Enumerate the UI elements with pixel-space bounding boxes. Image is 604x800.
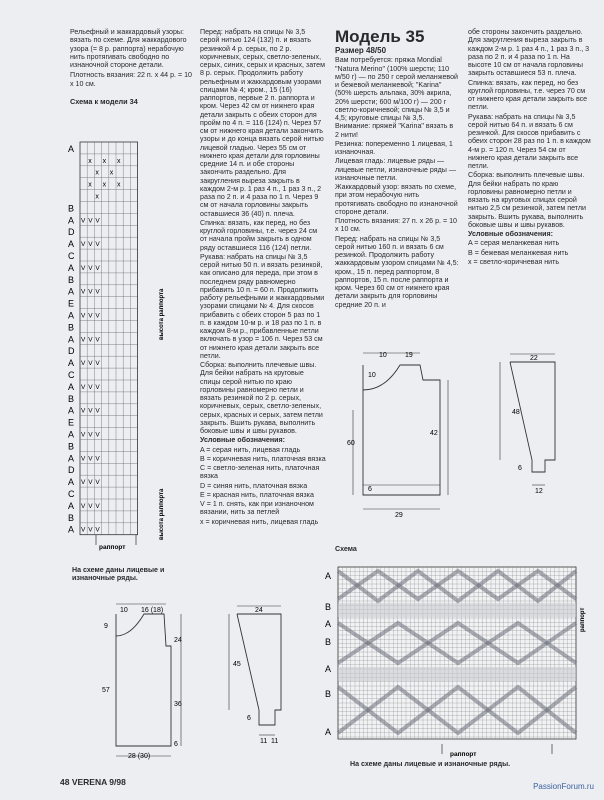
scheme-34-caption-block [72,566,182,584]
scheme-34-rapport-label: раппорт [99,544,126,551]
scheme-35-row-letter: B [325,689,332,699]
scheme-34-slip-mark: V [88,217,93,225]
rib-35-text: Резинка: попеременно 1 лицевая, 1 изнаночная. [335,139,453,156]
scheme-35-row-letter: A [325,727,332,737]
scheme-34-slip-mark: V [95,455,100,463]
pattern-intro: Рельефный и жаккардовый узоры: вязать по схеме. Для жаккардового узора (= 8 р. раппорта) нерабочую нить протягивать свободно по изнаночной стороне детали. [70,28,187,69]
scheme-34-row-letter: A [68,239,75,250]
scheme-34-marks [81,158,121,534]
legend-34-item: C = светло-зеленая нить, платочная вязка [200,464,320,481]
dim-35-sleeve-cuff: 12 [535,488,543,495]
scheme-34-row-letter: E [68,298,75,309]
front-35-text: Перед: набрать на спицы № 3,5 серой нитью 160 п. и вязать 6 см резинкой. Продолжить работу жаккардовым узором спицами № 4,5: кром., 15 п. перед раппортом, 8 раппортов, 15 п. после раппорта и кром. Через 60 см от нижнего края детали закрыть для горловины средние 20 п. и [335,234,459,309]
scheme-34-row-letter: D [68,227,75,238]
legend-34-item: A = серая нить, лицевая гладь [200,445,301,454]
dim-35-sleeve-length: 48 [512,409,520,416]
scheme-34-row-letter: E [68,417,75,428]
scheme-34-row-letter: A [68,215,75,226]
scheme-35-row-letter: B [325,637,332,647]
scheme-34-row-letter: A [68,429,75,440]
scheme-34-slip-mark: V [95,407,100,415]
scheme-34-slip-mark: V [88,264,93,272]
scheme-34-row-letter: C [68,251,75,261]
model-35-sleeve-schematic [490,350,570,495]
dim-35-sleeve-top: 22 [530,355,538,362]
scheme-34-slip-mark: V [88,455,93,463]
scheme-34-slip-mark: V [81,217,86,225]
dim-35-armhole: 42 [430,430,438,437]
scheme-34-row-letter: A [68,334,75,345]
scheme-34-slip-mark: V [81,383,86,391]
gauge-text: Плотность вязания: 22 п. x 44 р. = 10 x 10 см. [70,71,192,88]
scheme-34-slip-mark: V [88,288,93,296]
column-2 [200,28,326,527]
scheme-34-chart [66,140,158,555]
scheme-34-cross-mark: x [102,181,107,189]
scheme-34-row-letter: B [68,203,75,214]
scheme-34-row-letter: C [68,489,75,499]
scheme-34-row-letter: D [68,465,75,476]
scheme-35-band [338,603,576,617]
legend-34-item: x = коричневая нить, лицевая гладь [200,517,319,526]
scheme-34-slip-mark: V [88,383,93,391]
legend-35-item: A = серая меланжевая нить [468,239,560,248]
dim-34-side: 36 [174,701,182,708]
scheme-34-cross-mark: x [95,193,99,201]
sleeves-34-text: Рукава: набрать на спицы № 3,5 серой нитью 50 п. и вязать резинкой, как описано для переда, при этом в последнем ряду равномерно прибавить 10 п. = 60 п. Продолжить работу рельефными и жаккардовыми узорами спицами № 4. Для скосов прибавить с обеих сторон 5 раз по 1 п. в каждом 10-м р. и 18 раз по 1 п. в каждом 8-м р., прибавленные петли включать в узор = 106 п. Через 53 см от нижнего края детали закрыть все петли. [200,252,325,360]
scheme-34-vertical-labels [155,260,169,560]
scheme-34-slip-mark: V [88,407,93,415]
scheme-34-cross-mark: x [109,169,114,177]
scheme-34-row-letter: B [68,274,75,285]
scheme-35-row-letter: B [325,602,332,612]
back-35-text: Спинка: вязать, как перед, но без круглой горловины, т.е. через 70 см от нижнего края детали закрыть все петли. [468,78,588,112]
scheme-35-row-letters [325,571,331,737]
dim-34-sleeve-length: 45 [233,661,241,668]
scheme-34-row-letter: A [68,524,75,535]
page-footer: 48 VERENA 9/98 [60,777,126,787]
scheme-34-row-letter: A [68,143,75,154]
stockinette-35-text: Лицевая гладь: лицевые ряды — лицевые петли, изнаночные ряды — изнаночные петли. [335,157,456,182]
scheme-34-cross-mark: x [117,157,121,165]
scheme-34-row-letter: B [68,441,75,452]
column-4 [468,28,592,267]
scheme-34-slip-mark: V [95,383,100,391]
dim-35-shoulder: 19 [405,352,413,359]
scheme-34-slip-mark: V [81,526,86,534]
scheme-34-slip-mark: V [81,360,86,368]
scheme-34-slip-mark: V [95,288,100,296]
scheme-34-cross-mark: x [102,157,107,165]
dim-34-armhole: 24 [174,637,182,644]
scheme-34-slip-mark: V [81,502,86,510]
legend-35-item: x = светло-коричневая нить [468,257,560,266]
model-34-sleeve-schematic [215,600,295,745]
assembly-34-text: Сборка: выполнить плечевые швы. Для бейки набрать на круговые спицы серой нитью по краю горловины равномерно петли и вязать резинкой по 2 р. серых, коричневых, серых, светло-зеленых, серых, красных и серых, затем петли закрыть. Вшить рукава, выполнить боковые швы и швы рукавов. [200,361,323,435]
dim-34-neck: 10 [120,607,128,614]
scheme-34-slip-mark: V [81,312,86,320]
dim-35-sleeve-rib: 6 [518,465,522,472]
model-35-title: Модель 35 [335,27,425,46]
jacquard-35-text: Жаккардовый узор: вязать по схеме, при этом нерабочую нить протягивать свободно по изнаночной стороне детали. [335,183,458,216]
scheme-34-row-letters [68,144,75,535]
scheme-34-row-letter: A [68,381,75,392]
front-34-text: Перед: набрать на спицы № 3,5 серой нитью 124 (132) п. и вязать резинкой 4 р. серых, по 2 р. коричневых, серых, светло-зеленых, серых, синих, серых и красных, затем 8 р. серых. Продолжить работу рельефным и жаккардовым узорами спицами № 4; кром., 15 (16) раппортов, первые 2 п. раппорта и кром. Через 42 см от нижнего края детали закрыть с обеих сторон для пройм по 4 п. = 116 (124) п. Через 57 см от нижнего края детали закончить узоры и до конца вязать серой нитью лицевой гладью. Через 55 см от нижнего края детали для горловины средние 14 п. и обе стороны закончить раздельно. Для закругления выреза закрыть в каждом 2-м р. 1 раз 4 п., 1 раз 3 п., 2 раза по 2 п. и 4 раза по 1 п. Через 9 см от начала горловины закрыть оставшиеся 36 (40) п. плеча. [200,28,325,218]
column-1 [70,28,196,107]
assembly-35-text: Сборка: выполнить плечевые швы. Для бейки набрать по краю горловины равномерно петли и вязать на круговых спицах серой нитью 2,5 см резинкой, затем петли закрыть. Вшить рукава, выполнить боковые швы и швы рукавов. [468,171,586,229]
scheme-34-slip-mark: V [88,312,93,320]
legend-34-title: Условные обозначения: [200,436,286,445]
scheme-34-row-letter: B [68,393,75,404]
legend-34-item: V = 1 п. снять, как при изнаночном вязании, нить за петлей [200,500,314,517]
scheme-34-row-letter: A [68,477,75,488]
scheme-34-cross-mark: x [117,181,121,189]
dim-35-width: 29 [395,512,403,519]
scheme-35-caption-block [350,760,580,769]
scheme-34-slip-mark: V [88,431,93,439]
scheme-34-slip-mark: V [81,264,86,272]
scheme-35-row-letter: A [325,664,332,674]
scheme-34-slip-mark: V [81,455,86,463]
scheme-34-slip-mark: V [95,336,100,344]
scheme-34-row-letter: A [68,453,75,464]
legend-34-item: E = красная нить, платочная вязка [200,490,314,499]
scheme-34-row-letter: A [68,358,75,369]
dim-34-shoulder: 16 (18) [141,607,164,614]
scheme-34-slip-mark: V [95,241,100,249]
legend-35-item: B = бежевая меланжевая нить [468,248,569,257]
scheme-35-grid [338,567,576,739]
scheme-35-rapport-height: раппорт [580,607,586,632]
legend-34-item: B = коричневая нить, платочная вязка [200,454,326,463]
scheme-34-rapport-height-bottom: высота раппорта [159,488,165,540]
dim-34-sleeve-rib: 6 [247,715,251,722]
dim-35-neck-depth: 10 [368,372,376,379]
scheme-34-cross-mark: x [95,169,99,177]
scheme-34-slip-mark: V [95,217,100,225]
scheme-35-row-letter: A [325,619,332,629]
dim-35-length: 60 [347,440,355,447]
dim-34-sleeve-cuff-right: 11 [271,738,279,745]
gauge-35-text: Плотность вязания: 27 п. x 26 р. = 10 x 10 см. [335,217,457,234]
scheme-34-slip-mark: V [88,479,93,487]
scheme-35-rapport-label: раппорт [450,751,477,758]
scheme-34-slip-mark: V [95,502,100,510]
scheme-34-caption: На схеме даны лицевые и изнаночные ряды. [72,566,165,583]
scheme-34-slip-mark: V [95,312,100,320]
scheme-34-slip-mark: V [81,431,86,439]
scheme-34-cross-mark: x [88,157,92,165]
scheme-34-title: Схема к модели 34 [70,96,138,106]
scheme-34-row-letter: A [68,262,75,273]
front-35-continued: обе стороны закончить раздельно. Для закругления выреза закрыть в каждом 2-м р. 1 раз 4 п., 1 раз 3 п., 3 раза по 2 п. и 4 раза по 1 п. На высоте 10 см от начала горловины закрыть оставшиеся 53 п. плеча. [468,28,590,78]
scheme-34-slip-mark: V [88,336,93,344]
scheme-34-slip-mark: V [88,241,93,249]
scheme-35-row-letter: A [325,571,332,581]
scheme-34-slip-mark: V [95,526,100,534]
legend-35-title: Условные обозначения: [468,230,554,238]
scheme-34-slip-mark: V [81,336,86,344]
scheme-34-slip-mark: V [88,360,93,368]
dim-34-sleeve-top: 24 [255,607,263,614]
scheme-34-slip-mark: V [95,479,100,487]
dim-34-width: 28 (30) [128,753,151,760]
dim-35-rib: 6 [368,486,372,493]
scheme-35-title: Схема [335,545,357,553]
scheme-34-row-letter: A [68,500,75,511]
column-3 [335,28,459,310]
scheme-34-row-letter: D [68,346,75,357]
dim-34-rib: 6 [174,741,178,748]
scheme-34-row-letter: B [68,322,75,333]
dim-34-length: 57 [102,687,110,694]
model-35-size: Размер 48/50 [335,46,387,55]
back-34-text: Спинка: вязать, как перед, но без круглой горловины, т.е. через 24 см от начала пройм закрыть в одном ряду оставшиеся 116 (124) петли. [200,218,318,252]
scheme-34-row-letter: A [68,405,75,416]
scheme-34-row-letter: A [68,310,75,321]
scheme-34-slip-mark: V [88,502,93,510]
scheme-34-row-letter: B [68,512,75,523]
scheme-34-slip-mark: V [95,431,100,439]
scheme-34-rapport-height-top: высота раппорта [159,288,165,340]
scheme-34-slip-mark: V [95,264,100,272]
model-34-body-schematic [86,596,196,761]
watermark: PassionForum.ru [533,782,594,791]
scheme-34-cross-mark: x [88,181,92,189]
scheme-34-slip-mark: V [81,288,86,296]
scheme-34-slip-mark: V [95,360,100,368]
scheme-34-row-letter: C [68,370,75,380]
scheme-34-slip-mark: V [81,479,86,487]
dim-35-neck: 10 [379,352,387,359]
scheme-34-row-letter: A [68,286,75,297]
sleeves-35-text: Рукава: набрать на спицы № 3,5 серой нитью 64 п. и вязать 6 см резинкой. Для скосов прибавить с обеих сторон 28 раз по 1 п. в каждом 4-м р. = 120 п. Через 54 см от нижнего края детали закрыть все петли. [468,112,591,170]
legend-34-item: D = синяя нить, платочная вязка [200,481,308,490]
scheme-34-slip-mark: V [81,407,86,415]
scheme-35-band [338,667,576,681]
scheme-35-chart [322,552,594,767]
materials-35-text: Вам потребуется: пряжа Mondial "Natura Merino" (100% шерсти; 110 м/50 г) — по 250 г серой меланжевой и бежевой меланжевой; "Karina" (50% шерсть альпака, 30% акрила, 20% шерсти; 600 м/100 г) — 200 г светло-коричневой; спицы № 3,5 и 4,5; круговые спицы № 3,5. Внимание: пряжей "Karina" вязать в 2 нити! [335,56,459,139]
scheme-35-caption: На схеме даны лицевые и изнаночные ряды. [350,760,511,768]
dim-34-neck-depth: 9 [104,623,108,630]
model-35-body-schematic [345,345,455,520]
scheme-34-slip-mark: V [81,241,86,249]
dim-34-sleeve-cuff-left: 11 [260,738,268,745]
scheme-34-slip-mark: V [88,526,93,534]
